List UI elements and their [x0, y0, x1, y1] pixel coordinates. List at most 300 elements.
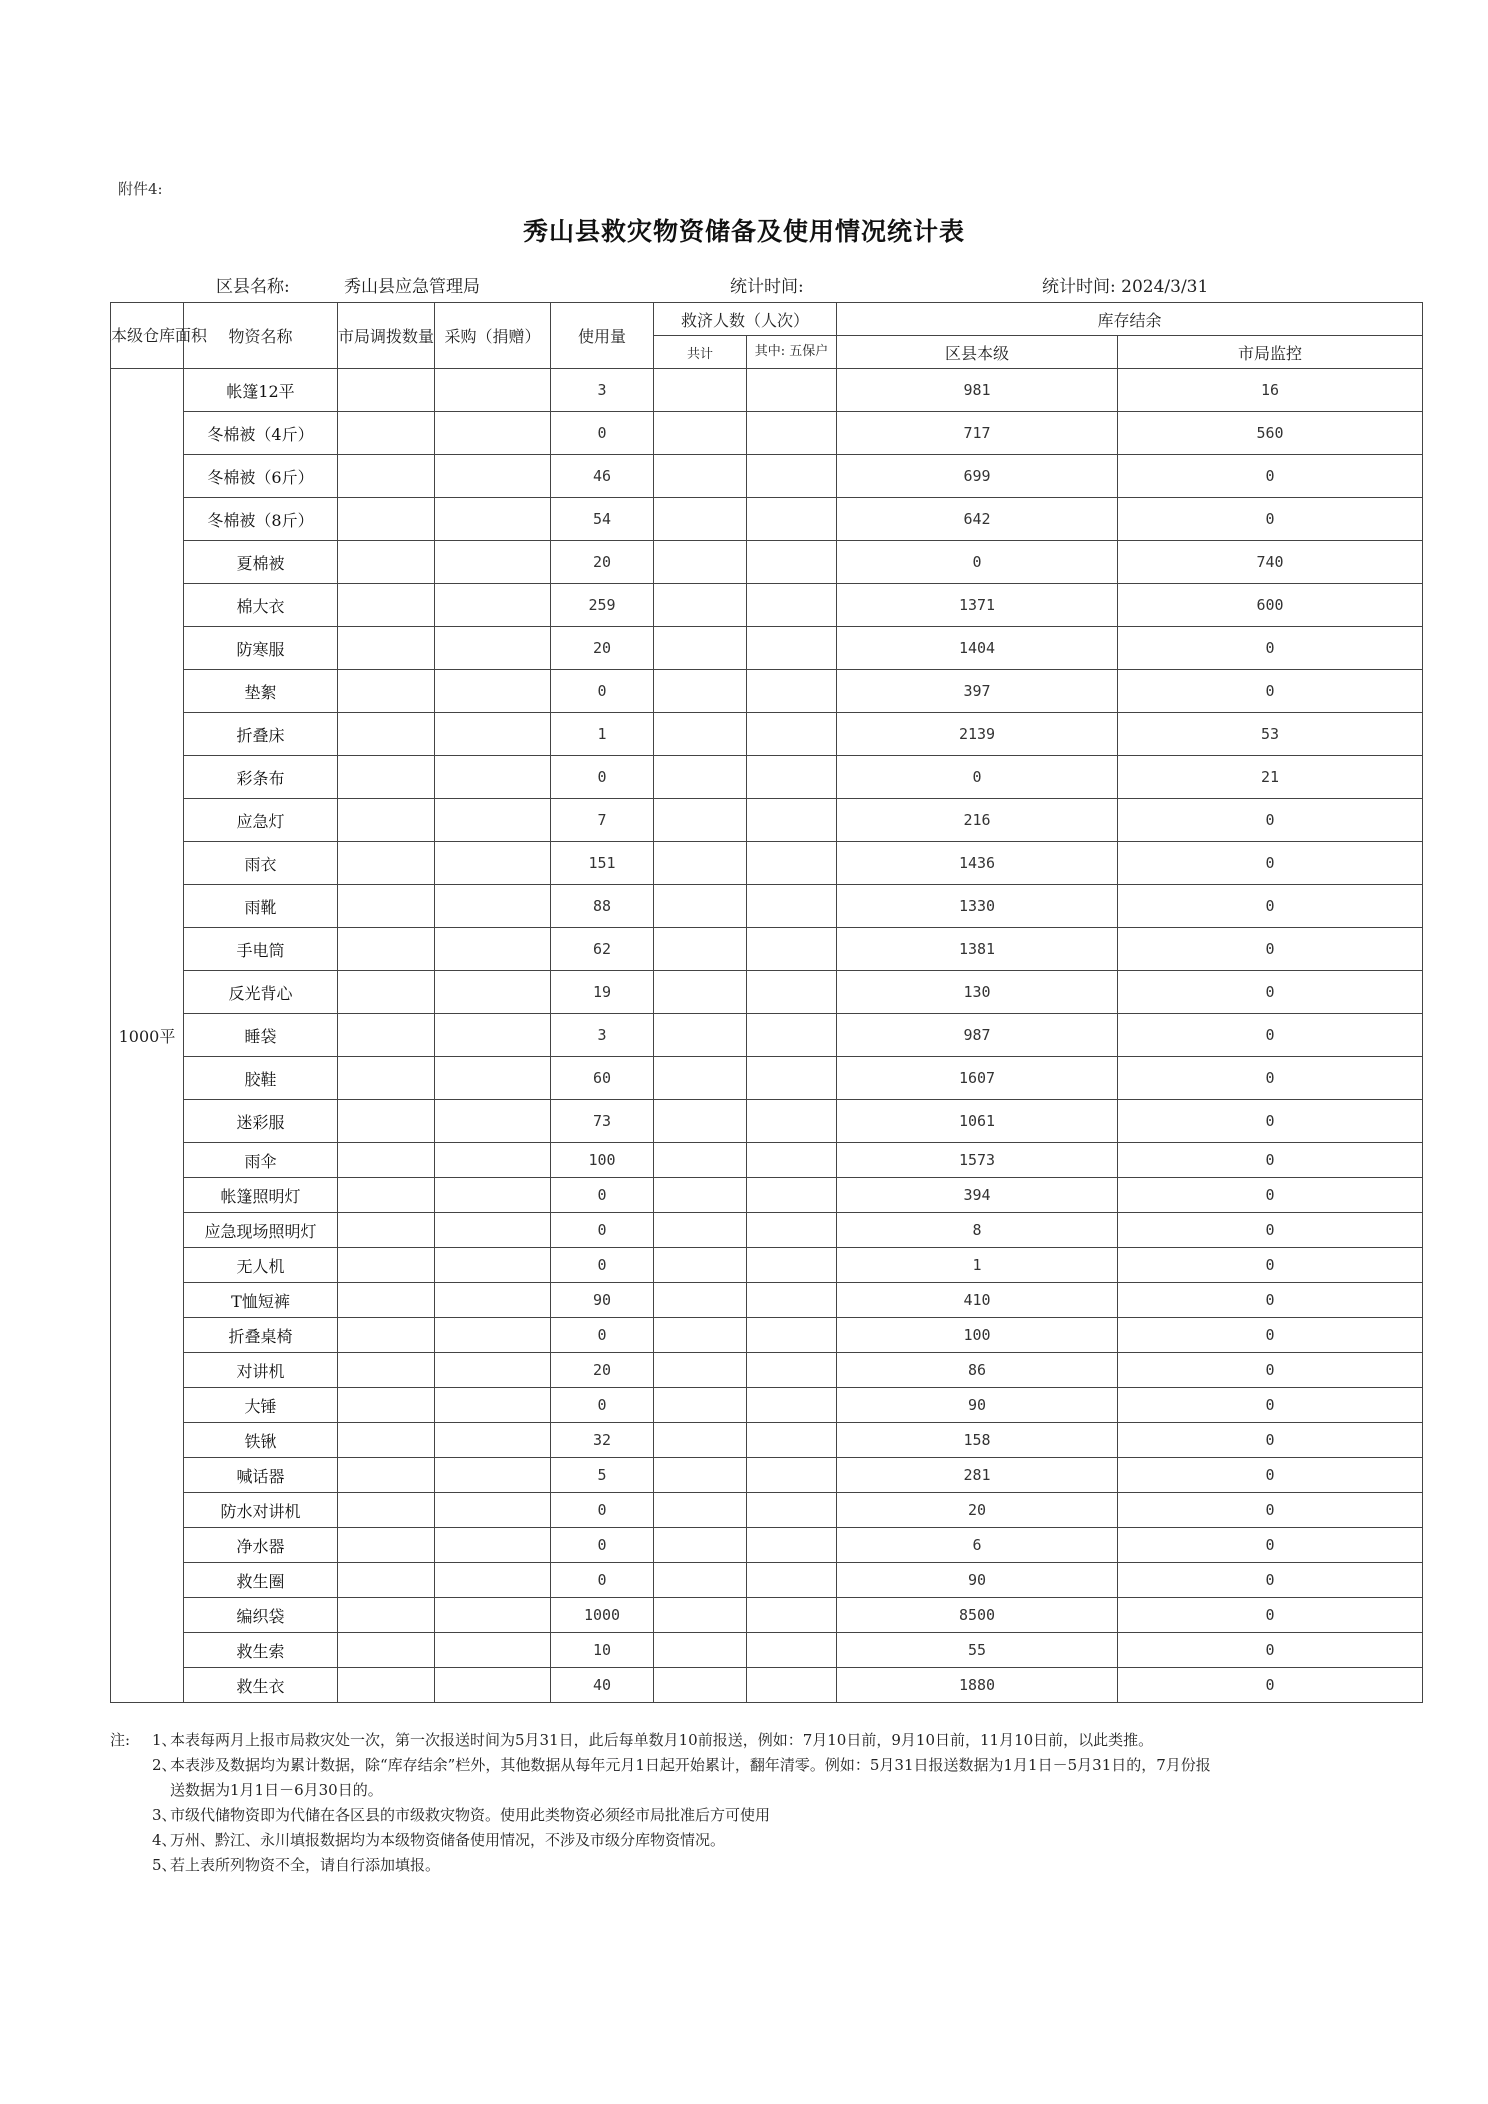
relief-total-cell	[654, 713, 747, 756]
table-row	[111, 756, 1423, 799]
relief-total-cell	[654, 1598, 747, 1633]
city-inventory-cell: 0	[1118, 1248, 1423, 1283]
usage-cell: 1000	[551, 1598, 654, 1633]
city-inventory-cell: 0	[1118, 1100, 1423, 1143]
usage-cell: 54	[551, 498, 654, 541]
relief-total-cell	[654, 498, 747, 541]
city-inventory-cell: 0	[1118, 971, 1423, 1014]
relief-total-cell	[654, 584, 747, 627]
usage-cell: 40	[551, 1668, 654, 1703]
city-inventory-cell: 21	[1118, 756, 1423, 799]
relief-five-guarantee-cell	[747, 1100, 837, 1143]
city-allocation-cell	[338, 1388, 435, 1423]
note-number: 5、	[152, 1856, 177, 1874]
table-row	[111, 799, 1423, 842]
city-inventory-cell: 0	[1118, 1493, 1423, 1528]
table-row	[111, 885, 1423, 928]
relief-total-cell	[654, 885, 747, 928]
table-row	[111, 1178, 1423, 1213]
city-allocation-cell	[338, 1143, 435, 1178]
table-body	[111, 369, 1423, 1703]
relief-total-cell	[654, 627, 747, 670]
relief-five-guarantee-cell	[747, 1528, 837, 1563]
table-row	[111, 498, 1423, 541]
stat-time-label: 统计时间:	[730, 277, 804, 297]
county-inventory-cell: 90	[837, 1388, 1118, 1423]
col-purchase: 采购（捐赠）	[435, 303, 551, 369]
purchase-cell	[435, 412, 551, 455]
material-name-cell: 帐篷12平	[184, 369, 338, 412]
city-inventory-cell: 0	[1118, 1388, 1423, 1423]
city-allocation-cell	[338, 1213, 435, 1248]
city-allocation-cell	[338, 1248, 435, 1283]
col-relief-people: 救济人数（人次）	[654, 303, 837, 336]
col-total: 共计	[654, 336, 747, 369]
city-allocation-cell	[338, 1598, 435, 1633]
material-name-cell: T恤短裤	[184, 1283, 338, 1318]
relief-total-cell	[654, 1388, 747, 1423]
relief-total-cell	[654, 1633, 747, 1668]
city-allocation-cell	[338, 971, 435, 1014]
usage-cell: 259	[551, 584, 654, 627]
col-city-supervision: 市局监控	[1118, 336, 1423, 369]
table-row	[111, 1143, 1423, 1178]
usage-cell: 0	[551, 670, 654, 713]
table-row	[111, 1598, 1423, 1633]
city-inventory-cell: 0	[1118, 1528, 1423, 1563]
relief-five-guarantee-cell	[747, 1668, 837, 1703]
city-inventory-cell: 0	[1118, 627, 1423, 670]
relief-five-guarantee-cell	[747, 713, 837, 756]
relief-total-cell	[654, 1353, 747, 1388]
district-name-label: 区县名称:	[216, 277, 290, 297]
table-row	[111, 1057, 1423, 1100]
purchase-cell	[435, 1388, 551, 1423]
purchase-cell	[435, 842, 551, 885]
usage-cell: 10	[551, 1633, 654, 1668]
table-row	[111, 670, 1423, 713]
relief-five-guarantee-cell	[747, 1353, 837, 1388]
relief-five-guarantee-cell	[747, 842, 837, 885]
table-row	[111, 369, 1423, 412]
relief-five-guarantee-cell	[747, 498, 837, 541]
purchase-cell	[435, 1014, 551, 1057]
relief-five-guarantee-cell	[747, 1057, 837, 1100]
county-inventory-cell: 8500	[837, 1598, 1118, 1633]
relief-total-cell	[654, 1100, 747, 1143]
relief-five-guarantee-cell	[747, 1598, 837, 1633]
city-allocation-cell	[338, 756, 435, 799]
material-name-cell: 编织袋	[184, 1598, 338, 1633]
usage-cell: 19	[551, 971, 654, 1014]
relief-five-guarantee-cell	[747, 1014, 837, 1057]
purchase-cell	[435, 1458, 551, 1493]
city-inventory-cell: 0	[1118, 1014, 1423, 1057]
city-allocation-cell	[338, 1458, 435, 1493]
city-allocation-cell	[338, 1318, 435, 1353]
table-row	[111, 1248, 1423, 1283]
city-allocation-cell	[338, 670, 435, 713]
relief-five-guarantee-cell	[747, 971, 837, 1014]
relief-five-guarantee-cell	[747, 627, 837, 670]
city-allocation-cell	[338, 1353, 435, 1388]
county-inventory-cell: 6	[837, 1528, 1118, 1563]
purchase-cell	[435, 1178, 551, 1213]
county-inventory-cell: 397	[837, 670, 1118, 713]
usage-cell: 5	[551, 1458, 654, 1493]
relief-total-cell	[654, 1283, 747, 1318]
county-inventory-cell: 281	[837, 1458, 1118, 1493]
city-inventory-cell: 0	[1118, 1213, 1423, 1248]
relief-five-guarantee-cell	[747, 1213, 837, 1248]
county-inventory-cell: 8	[837, 1213, 1118, 1248]
city-allocation-cell	[338, 584, 435, 627]
purchase-cell	[435, 1423, 551, 1458]
table-row	[111, 627, 1423, 670]
purchase-cell	[435, 799, 551, 842]
relief-five-guarantee-cell	[747, 670, 837, 713]
usage-cell: 0	[551, 1493, 654, 1528]
material-name-cell: 迷彩服	[184, 1100, 338, 1143]
relief-five-guarantee-cell	[747, 1633, 837, 1668]
county-inventory-cell: 20	[837, 1493, 1118, 1528]
col-county-level: 区县本级	[837, 336, 1118, 369]
col-material-name: 物资名称	[184, 303, 338, 369]
city-inventory-cell: 0	[1118, 1598, 1423, 1633]
city-inventory-cell: 0	[1118, 1668, 1423, 1703]
relief-five-guarantee-cell	[747, 799, 837, 842]
material-name-cell: 胶鞋	[184, 1057, 338, 1100]
relief-total-cell	[654, 1057, 747, 1100]
usage-cell: 88	[551, 885, 654, 928]
city-inventory-cell: 0	[1118, 1283, 1423, 1318]
material-name-cell: 对讲机	[184, 1353, 338, 1388]
relief-total-cell	[654, 971, 747, 1014]
table-row	[111, 971, 1423, 1014]
col-city-allocation: 市局调拨数量	[338, 303, 435, 369]
county-inventory-cell: 1573	[837, 1143, 1118, 1178]
relief-five-guarantee-cell	[747, 1143, 837, 1178]
usage-cell: 0	[551, 1388, 654, 1423]
purchase-cell	[435, 756, 551, 799]
usage-cell: 100	[551, 1143, 654, 1178]
county-inventory-cell: 1371	[837, 584, 1118, 627]
relief-total-cell	[654, 1143, 747, 1178]
relief-total-cell	[654, 1014, 747, 1057]
county-inventory-cell: 55	[837, 1633, 1118, 1668]
note-item	[110, 1828, 1220, 1853]
county-inventory-cell: 158	[837, 1423, 1118, 1458]
usage-cell: 20	[551, 541, 654, 584]
relief-five-guarantee-cell	[747, 412, 837, 455]
col-inventory: 库存结余	[837, 303, 1423, 336]
city-allocation-cell	[338, 455, 435, 498]
relief-total-cell	[654, 1248, 747, 1283]
material-name-cell: 救生衣	[184, 1668, 338, 1703]
relief-five-guarantee-cell	[747, 455, 837, 498]
material-name-cell: 棉大衣	[184, 584, 338, 627]
relief-five-guarantee-cell	[747, 541, 837, 584]
purchase-cell	[435, 1057, 551, 1100]
relief-total-cell	[654, 1493, 747, 1528]
city-inventory-cell: 0	[1118, 928, 1423, 971]
attachment-label: 附件4:	[118, 180, 163, 198]
usage-cell: 20	[551, 1353, 654, 1388]
relief-total-cell	[654, 670, 747, 713]
material-name-cell: 雨衣	[184, 842, 338, 885]
warehouse-area-cell: 1000平	[111, 369, 184, 1703]
usage-cell: 0	[551, 1318, 654, 1353]
usage-cell: 0	[551, 1528, 654, 1563]
table-row	[111, 713, 1423, 756]
material-name-cell: 垫絮	[184, 670, 338, 713]
relief-total-cell	[654, 1563, 747, 1598]
usage-cell: 32	[551, 1423, 654, 1458]
purchase-cell	[435, 455, 551, 498]
relief-total-cell	[654, 1318, 747, 1353]
table-row	[111, 1014, 1423, 1057]
county-inventory-cell: 1880	[837, 1668, 1118, 1703]
city-allocation-cell	[338, 1633, 435, 1668]
usage-cell: 0	[551, 756, 654, 799]
relief-five-guarantee-cell	[747, 1388, 837, 1423]
usage-cell: 20	[551, 627, 654, 670]
note-item	[110, 1803, 1220, 1828]
purchase-cell	[435, 1213, 551, 1248]
material-name-cell: 帐篷照明灯	[184, 1178, 338, 1213]
purchase-cell	[435, 498, 551, 541]
table-row	[111, 1353, 1423, 1388]
city-inventory-cell: 0	[1118, 1143, 1423, 1178]
district-name-value: 秀山县应急管理局	[344, 277, 480, 297]
note-number: 1、	[152, 1731, 177, 1749]
material-name-cell: 彩条布	[184, 756, 338, 799]
purchase-cell	[435, 1633, 551, 1668]
county-inventory-cell: 86	[837, 1353, 1118, 1388]
relief-total-cell	[654, 799, 747, 842]
col-of-which: 其中: 五保户	[747, 336, 837, 369]
city-allocation-cell	[338, 1283, 435, 1318]
material-name-cell: 应急灯	[184, 799, 338, 842]
county-inventory-cell: 100	[837, 1318, 1118, 1353]
table-row	[111, 842, 1423, 885]
note-item	[110, 1853, 1220, 1878]
city-allocation-cell	[338, 541, 435, 584]
purchase-cell	[435, 971, 551, 1014]
table-row	[111, 584, 1423, 627]
table-row	[111, 1563, 1423, 1598]
material-name-cell: 应急现场照明灯	[184, 1213, 338, 1248]
city-inventory-cell: 0	[1118, 670, 1423, 713]
city-inventory-cell: 0	[1118, 498, 1423, 541]
relief-five-guarantee-cell	[747, 885, 837, 928]
usage-cell: 0	[551, 1248, 654, 1283]
relief-total-cell	[654, 1213, 747, 1248]
table-row	[111, 1213, 1423, 1248]
table-row	[111, 1458, 1423, 1493]
note-number: 3、	[152, 1806, 177, 1824]
city-allocation-cell	[338, 369, 435, 412]
usage-cell: 0	[551, 1563, 654, 1598]
city-allocation-cell	[338, 928, 435, 971]
relief-total-cell	[654, 455, 747, 498]
usage-cell: 151	[551, 842, 654, 885]
county-inventory-cell: 0	[837, 541, 1118, 584]
note-number: 4、	[152, 1831, 177, 1849]
city-inventory-cell: 0	[1118, 1563, 1423, 1598]
county-inventory-cell: 410	[837, 1283, 1118, 1318]
notes-label: 注:	[110, 1731, 131, 1749]
relief-total-cell	[654, 756, 747, 799]
city-allocation-cell	[338, 1423, 435, 1458]
stat-time-value: 统计时间: 2024/3/31	[1042, 277, 1209, 297]
usage-cell: 90	[551, 1283, 654, 1318]
table-row	[111, 1318, 1423, 1353]
county-inventory-cell: 1330	[837, 885, 1118, 928]
relief-five-guarantee-cell	[747, 369, 837, 412]
relief-total-cell	[654, 842, 747, 885]
table-row	[111, 1423, 1423, 1458]
city-inventory-cell: 0	[1118, 1633, 1423, 1668]
purchase-cell	[435, 369, 551, 412]
relief-five-guarantee-cell	[747, 1248, 837, 1283]
usage-cell: 1	[551, 713, 654, 756]
note-text: 市级代储物资即为代储在各区县的市级救灾物资。使用此类物资必须经市局批准后方可使用	[170, 1806, 771, 1824]
purchase-cell	[435, 1100, 551, 1143]
city-allocation-cell	[338, 1014, 435, 1057]
county-inventory-cell: 1404	[837, 627, 1118, 670]
relief-total-cell	[654, 1458, 747, 1493]
city-inventory-cell: 0	[1118, 1353, 1423, 1388]
material-name-cell: 铁锹	[184, 1423, 338, 1458]
material-name-cell: 雨伞	[184, 1143, 338, 1178]
purchase-cell	[435, 627, 551, 670]
material-name-cell: 夏棉被	[184, 541, 338, 584]
purchase-cell	[435, 1318, 551, 1353]
relief-total-cell	[654, 1668, 747, 1703]
city-allocation-cell	[338, 1563, 435, 1598]
county-inventory-cell: 90	[837, 1563, 1118, 1598]
usage-cell: 0	[551, 412, 654, 455]
relief-five-guarantee-cell	[747, 1423, 837, 1458]
relief-five-guarantee-cell	[747, 1283, 837, 1318]
purchase-cell	[435, 928, 551, 971]
city-allocation-cell	[338, 1178, 435, 1213]
usage-cell: 62	[551, 928, 654, 971]
county-inventory-cell: 0	[837, 756, 1118, 799]
relief-total-cell	[654, 1178, 747, 1213]
relief-total-cell	[654, 928, 747, 971]
material-name-cell: 救生圈	[184, 1563, 338, 1598]
city-inventory-cell: 600	[1118, 584, 1423, 627]
note-number: 2、	[152, 1756, 177, 1774]
relief-total-cell	[654, 412, 747, 455]
relief-total-cell	[654, 1423, 747, 1458]
relief-total-cell	[654, 1528, 747, 1563]
material-name-cell: 折叠桌椅	[184, 1318, 338, 1353]
table-row	[111, 1528, 1423, 1563]
relief-five-guarantee-cell	[747, 1458, 837, 1493]
county-inventory-cell: 1	[837, 1248, 1118, 1283]
relief-five-guarantee-cell	[747, 1178, 837, 1213]
purchase-cell	[435, 1353, 551, 1388]
county-inventory-cell: 130	[837, 971, 1118, 1014]
city-inventory-cell: 0	[1118, 1458, 1423, 1493]
usage-cell: 3	[551, 1014, 654, 1057]
city-allocation-cell	[338, 1668, 435, 1703]
city-inventory-cell: 0	[1118, 1057, 1423, 1100]
city-allocation-cell	[338, 1528, 435, 1563]
page-title: 秀山县救灾物资储备及使用情况统计表	[522, 217, 965, 246]
city-inventory-cell: 0	[1118, 842, 1423, 885]
material-name-cell: 无人机	[184, 1248, 338, 1283]
note-item	[110, 1728, 1220, 1753]
city-allocation-cell	[338, 627, 435, 670]
material-name-cell: 防寒服	[184, 627, 338, 670]
city-allocation-cell	[338, 885, 435, 928]
note-item	[110, 1753, 1220, 1803]
purchase-cell	[435, 885, 551, 928]
usage-cell: 73	[551, 1100, 654, 1143]
usage-cell: 3	[551, 369, 654, 412]
usage-cell: 60	[551, 1057, 654, 1100]
purchase-cell	[435, 1493, 551, 1528]
relief-five-guarantee-cell	[747, 756, 837, 799]
table-row	[111, 1633, 1423, 1668]
material-name-cell: 净水器	[184, 1528, 338, 1563]
table-row	[111, 1668, 1423, 1703]
usage-cell: 0	[551, 1213, 654, 1248]
material-name-cell: 冬棉被（4斤）	[184, 412, 338, 455]
relief-five-guarantee-cell	[747, 584, 837, 627]
purchase-cell	[435, 1143, 551, 1178]
relief-five-guarantee-cell	[747, 1318, 837, 1353]
statistics-table	[110, 302, 1423, 1703]
usage-cell: 46	[551, 455, 654, 498]
city-inventory-cell: 0	[1118, 885, 1423, 928]
material-name-cell: 救生索	[184, 1633, 338, 1668]
purchase-cell	[435, 584, 551, 627]
county-inventory-cell: 642	[837, 498, 1118, 541]
county-inventory-cell: 1436	[837, 842, 1118, 885]
table-row	[111, 1100, 1423, 1143]
table-row	[111, 928, 1423, 971]
table-row	[111, 1283, 1423, 1318]
county-inventory-cell: 699	[837, 455, 1118, 498]
material-name-cell: 雨靴	[184, 885, 338, 928]
county-inventory-cell: 1381	[837, 928, 1118, 971]
city-inventory-cell: 53	[1118, 713, 1423, 756]
county-inventory-cell: 216	[837, 799, 1118, 842]
purchase-cell	[435, 1563, 551, 1598]
material-name-cell: 折叠床	[184, 713, 338, 756]
col-warehouse-area: 本级仓库面积	[111, 303, 184, 369]
city-inventory-cell: 16	[1118, 369, 1423, 412]
purchase-cell	[435, 1528, 551, 1563]
purchase-cell	[435, 1668, 551, 1703]
purchase-cell	[435, 1283, 551, 1318]
note-text: 万州、黔江、永川填报数据均为本级物资储备使用情况，不涉及市级分库物资情况。	[170, 1831, 726, 1849]
county-inventory-cell: 1061	[837, 1100, 1118, 1143]
material-name-cell: 反光背心	[184, 971, 338, 1014]
purchase-cell	[435, 1248, 551, 1283]
material-name-cell: 冬棉被（8斤）	[184, 498, 338, 541]
table-row	[111, 1493, 1423, 1528]
city-allocation-cell	[338, 1493, 435, 1528]
table-row	[111, 1388, 1423, 1423]
notes-list	[110, 1728, 1220, 1878]
county-inventory-cell: 1607	[837, 1057, 1118, 1100]
